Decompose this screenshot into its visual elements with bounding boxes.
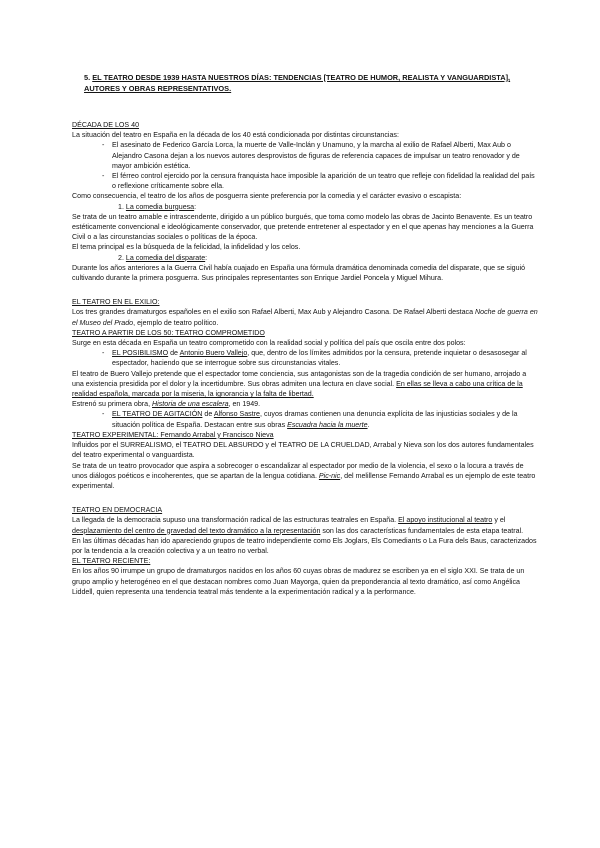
title-text: EL TEATRO DESDE 1939 HASTA NUESTROS DÍAS: TENDENCIAS [TEATRO DE HUMOR, REALISTA Y VANGUARDISTA], AUTORES Y OBRAS REPRESENTATIVOS. xyxy=(84,73,511,93)
item-comedia-disparate: 2. La comedia del disparate: xyxy=(118,253,208,262)
paragraph-experimental-1: Influidos por el SURREALISMO, el TEATRO DEL ABSURDO y el TEATRO DE LA CRUELDAD, Arrabal y Nieva son los dos autores fundamentales del teatro experimental o vanguardista. xyxy=(72,441,534,460)
heading-teatro-50: TEATRO A PARTIR DE LOS 50: TEATRO COMPROMETIDO xyxy=(72,328,265,337)
heading-decada-40: DÉCADA DE LOS 40 xyxy=(72,121,140,129)
underlined-text: desplazamiento del centro de gravedad del texto dramático a la representación xyxy=(72,526,321,535)
paragraph-buero-vallejo xyxy=(72,369,538,400)
text-span: Estrenó su primera obra, xyxy=(72,400,153,409)
work-title: Historia de una escalera xyxy=(152,400,229,409)
underlined-text: En ellas se lleva a cabo una crítica de la realidad española, marcada por la miseria, la ignorancia y la falta de libertad. xyxy=(72,379,523,399)
paragraph-40-intro: La situación del teatro en España en la década de los 40 está condicionada por distintas circunstancias: xyxy=(72,131,399,140)
paragraph-democracia-2: En las últimas décadas han ido apareciendo grupos de teatro independiente como Els Joglars, Els Comediants o La Fura dels Baus, caracterizados por la tendencia a la creación colectiva y a un teatro no verbal. xyxy=(72,536,537,555)
paragraph-comedia-burguesa: Se trata de un teatro amable e intrascendente, dirigido a un público burgués, que toma como modelo las obras de Jacinto Benavente. Es un teatro estéticamente convencional e ideológicamente conservador, que pretende entretener al espectador y en el que apenas hay menciones a la Guerra Civil o a las circunstancias sociales o políticas de la época. xyxy=(72,212,534,242)
underlined-text: El apoyo institucional al teatro xyxy=(398,516,493,525)
bullet-posibilismo xyxy=(72,348,538,368)
term-label: EL POSIBILISMO xyxy=(112,349,169,358)
paragraph-experimental-2 xyxy=(72,461,538,492)
bullet-exilio-autores: - El asesinato de Federico García Lorca, la muerte de Valle-Inclán y Unamuno, y la marcha al exilio de Rafael Alberti, Max Aub o Alejandro Casona dejan a los nuevos autores desprovistos de figuras de referencia capaces de impulsar un teatro renovador y de mayor ambición estética. xyxy=(72,140,538,171)
paragraph-reciente: En los años 90 irrumpe un grupo de dramaturgos nacidos en los años 60 cuyas obras de madurez se escriben ya en el siglo XXI. Se trata de un grupo amplio y heterogéneo en el que destacan nombres como Juan Mayorga, quien da preponderancia al texto dramático, así como Angélica Liddell, quien representa una tendencia teatral más tendente a la experimentación radical y a la performance. xyxy=(72,567,525,596)
author-name: Antonio Buero Vallejo xyxy=(179,349,248,358)
paragraph-exilio xyxy=(72,307,538,327)
bullet-agitacion xyxy=(72,409,538,429)
term-label: EL TEATRO DE AGITACIÓN xyxy=(112,410,203,419)
paragraph-50-intro: Surge en esta década en España un teatro comprometido con la realidad social y política del país que oscila entre dos polos: xyxy=(72,339,466,348)
item-label: La comedia del disparate xyxy=(125,253,206,262)
text-span: . xyxy=(367,420,370,429)
text-span: La llegada de la democracia supuso una transformación radical de las estructuras teatrales en España. xyxy=(72,516,399,525)
item-number: 2. xyxy=(118,253,124,262)
document-title xyxy=(84,72,538,94)
work-title: Noche de guerra en el Museo del Prado xyxy=(72,308,538,327)
item-number: 1. xyxy=(118,202,124,211)
text-span: son las dos características fundamentales de esta etapa teatral. xyxy=(320,526,524,535)
heading-exilio: EL TEATRO EN EL EXILIO: xyxy=(72,298,160,307)
text-span: , cuyos dramas contienen una denuncia explícita de las injusticias sociales y de la situación política de España. Destacan entre sus obras xyxy=(112,410,518,429)
item-label: La comedia burguesa xyxy=(125,202,195,211)
text-span: Los tres grandes dramaturgos españoles en el exilio son Rafael Alberti, Max Aub y Alejandro Casona. De Rafael Alberti destaca xyxy=(72,308,475,317)
heading-exilio-text: EL TEATRO EN EL EXILIO xyxy=(72,298,158,307)
heading-democracia: TEATRO EN DEMOCRACIA xyxy=(72,506,163,515)
text-span: , ejemplo de teatro político. xyxy=(133,318,219,327)
paragraph-democracia-1 xyxy=(72,515,538,535)
text-span: , que, dentro de los límites admitidos por la censura, pretende inquietar o desasosegar al espectador, haciendo que se interrogue sobre sus circunstancias vitales. xyxy=(112,349,527,368)
paragraph-tema-principal: El tema principal es la búsqueda de la felicidad, la infidelidad y los celos. xyxy=(72,243,301,252)
bullet-censura: - El férreo control ejercido por la censura franquista hace imposible la aparición de un teatro que refleje con fidelidad la realidad del país o reflexione críticamente sobre ella. xyxy=(72,171,538,191)
paragraph-consecuencia: Como consecuencia, el teatro de los años de posguerra siente preferencia por la comedia y el carácter evasivo o escapista: xyxy=(72,192,462,201)
item-comedia-burguesa: 1. La comedia burguesa: xyxy=(118,202,197,211)
work-title: Pic-nic xyxy=(318,471,341,480)
author-name: Alfonso Sastre xyxy=(213,410,260,419)
text-span: , del melillense Fernando Arrabal es un ejemplo de este teatro experimental. xyxy=(72,471,536,490)
heading-experimental: TEATRO EXPERIMENTAL: Fernando Arrabal y Francisco Nieva xyxy=(72,430,274,439)
text-span: y el xyxy=(492,516,506,525)
paragraph-estreno xyxy=(72,399,538,409)
heading-reciente: EL TEATRO RECIENTE: xyxy=(72,557,151,566)
text-span: Se trata de un teatro provocador que aspira a sobrecoger o escandalizar al espectador por medio de la violencia, el sexo o la locura a través de unos diálogos poéticos e incoherentes, que se apartan de la lengua cotidiana. xyxy=(72,461,524,480)
text-span: , en 1949. xyxy=(228,400,261,409)
work-title: Escuadra hacia la muerte xyxy=(287,420,368,429)
text-span: El teatro de Buero Vallejo pretende que el espectador tome conciencia, sus antagonistas son de la tragedia condición de ser humano, arrojado a una existencia presidida por el dolor y la incertidumbre. Sus obras admiten una lectura en clave social. xyxy=(72,369,527,388)
paragraph-comedia-disparate: Durante los años anteriores a la Guerra Civil había cuajado en España una fórmula dramática denominada comedia del disparate, que se siguió cultivando durante la primera posguerra. Sus principales representantes son Enrique Jardiel Poncela y Miguel Mihura. xyxy=(72,263,526,283)
text-span: de xyxy=(168,349,180,358)
title-number: 5. xyxy=(84,73,91,82)
text-span: de xyxy=(202,410,214,419)
